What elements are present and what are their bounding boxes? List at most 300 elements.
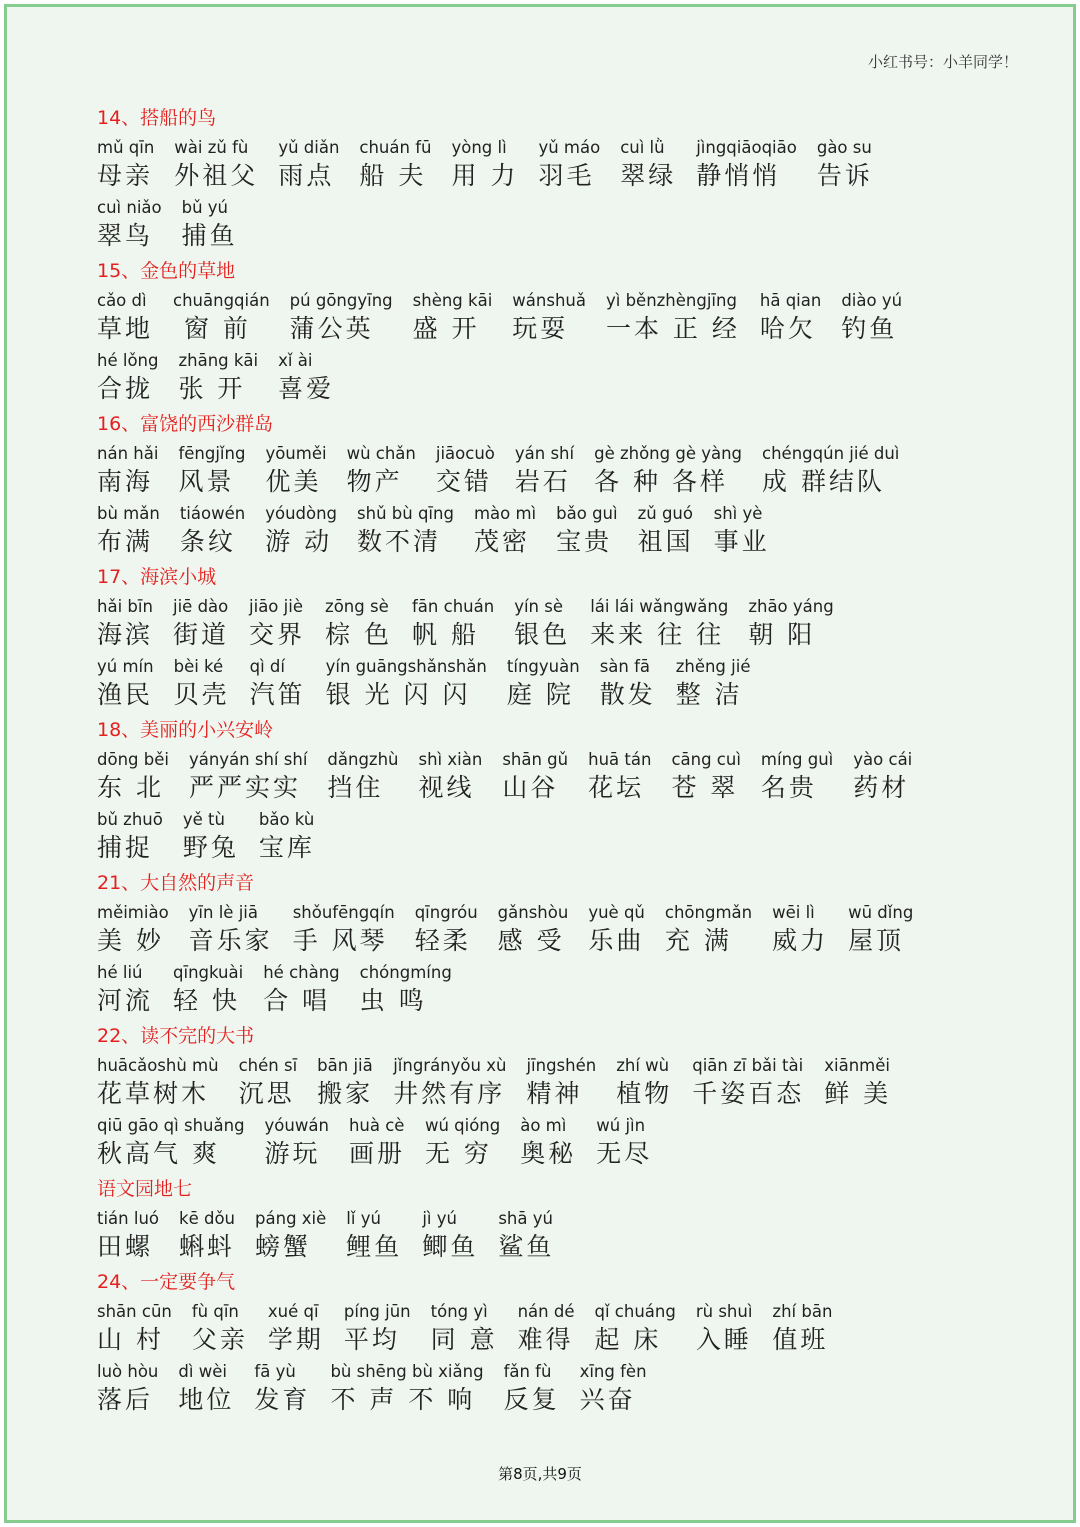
vocabulary-word [179, 1207, 235, 1263]
vocabulary-word [436, 442, 495, 498]
vocabulary-word [772, 901, 828, 957]
pinyin: jìngqiāoqiāo [696, 138, 797, 157]
lesson-section [97, 868, 1037, 1021]
pinyin: fēngjǐng [178, 444, 246, 463]
vocabulary-word [413, 289, 493, 345]
hanzi: 窗 前 [173, 314, 251, 343]
pinyin: hé lǒng [97, 351, 159, 370]
vocabulary-word [514, 595, 570, 651]
hanzi: 捕鱼 [181, 221, 238, 250]
hanzi: 发育 [254, 1385, 311, 1414]
vocabulary-word [515, 442, 574, 498]
lesson-section [97, 409, 1037, 562]
pinyin: huā tán [588, 750, 652, 769]
vocabulary-word [97, 1360, 158, 1416]
hanzi: 药材 [853, 773, 910, 802]
pinyin: lái lái wǎngwǎng [590, 597, 729, 616]
lesson-section [97, 256, 1037, 409]
pinyin: fān chuán [412, 597, 495, 616]
pinyin: rù shuì [695, 1302, 753, 1321]
pinyin: shān gǔ [502, 750, 569, 769]
pinyin: zhí bān [772, 1302, 833, 1321]
hanzi: 银 光 闪 闪 [325, 680, 471, 709]
vocabulary-word [97, 442, 158, 498]
pinyin: bān jiā [317, 1056, 373, 1075]
pinyin: wū dǐng [848, 903, 914, 922]
word-row [97, 196, 1037, 256]
hanzi: 屋顶 [848, 926, 905, 955]
hanzi: 充 满 [664, 926, 732, 955]
hanzi: 音乐家 [188, 926, 273, 955]
hanzi: 精神 [526, 1079, 583, 1108]
vocabulary-word [183, 808, 239, 864]
pinyin: xǐ ài [278, 351, 313, 370]
pinyin: huà cè [348, 1116, 405, 1135]
pinyin: yuè qǔ [588, 903, 645, 922]
vocabulary-word [762, 442, 899, 498]
pinyin: tiáowén [179, 504, 246, 523]
vocabulary-word [498, 901, 569, 957]
lesson-section [97, 1174, 1037, 1267]
word-row [97, 442, 1037, 502]
pinyin: cuì lǜ [620, 138, 665, 157]
vocabulary-word [520, 1114, 576, 1170]
vocabulary-word [538, 136, 600, 192]
vocabulary-word [97, 1300, 172, 1356]
pinyin: zōng sè [325, 597, 389, 616]
hanzi: 鲫鱼 [422, 1232, 479, 1261]
vocabulary-word [97, 1054, 219, 1110]
pinyin: shǔ bù qīng [357, 504, 454, 523]
pinyin: jiē dào [173, 597, 229, 616]
pinyin: wú qióng [424, 1116, 501, 1135]
vocabulary-word [265, 502, 337, 558]
hanzi: 布满 [97, 527, 154, 556]
hanzi: 苍 翠 [671, 773, 739, 802]
pinyin: shì yè [713, 504, 763, 523]
vocabulary-word [761, 748, 833, 804]
hanzi: 庭 院 [506, 680, 574, 709]
pinyin: jīngshén [526, 1056, 597, 1075]
pinyin: sàn fā [599, 657, 651, 676]
hanzi: 平均 [343, 1325, 400, 1354]
word-row [97, 961, 1037, 1021]
hanzi: 反复 [503, 1385, 560, 1414]
pinyin: shǒufēngqín [292, 903, 395, 922]
pinyin: bǎo guì [556, 504, 618, 523]
vocabulary-word [189, 748, 307, 804]
hanzi: 感 受 [497, 926, 565, 955]
pinyin: mǔ qīn [97, 138, 155, 157]
pinyin: dǎngzhù [327, 750, 399, 769]
pinyin: chōngmǎn [664, 903, 753, 922]
lesson-title: 语文园地七 [97, 1178, 193, 1200]
pinyin: ào mì [520, 1116, 567, 1135]
lesson-title: 22、读不完的大书 [97, 1025, 255, 1047]
lesson-title: 24、一定要争气 [97, 1271, 236, 1293]
pinyin: yányán shí shí [188, 750, 308, 769]
vocabulary-word [556, 502, 617, 558]
hanzi: 交错 [435, 467, 492, 496]
hanzi: 落后 [97, 1385, 154, 1414]
pinyin: nán hǎi [97, 444, 159, 463]
pinyin: wánshuǎ [512, 291, 586, 310]
vocabulary-word [173, 289, 270, 345]
pinyin: bù mǎn [97, 504, 160, 523]
lesson-title: 14、搭船的鸟 [97, 107, 217, 129]
vocabulary-word [259, 808, 315, 864]
hanzi: 雨点 [278, 161, 335, 190]
vocabulary-word [330, 1360, 483, 1416]
hanzi: 一本 正 经 [605, 314, 740, 343]
pinyin: měimiào [97, 903, 169, 922]
vocabulary-word [620, 136, 676, 192]
hanzi: 野兔 [182, 833, 239, 862]
vocabulary-word [594, 442, 742, 498]
vocabulary-word [293, 901, 395, 957]
vocabulary-word [250, 655, 306, 711]
vocabulary-word [696, 1300, 753, 1356]
lesson-title: 15、金色的草地 [97, 260, 236, 282]
vocabulary-word [192, 1300, 248, 1356]
vocabulary-word [594, 1300, 675, 1356]
hanzi: 河流 [97, 986, 154, 1015]
vocabulary-word [360, 961, 452, 1017]
hanzi: 游玩 [264, 1139, 321, 1168]
pinyin: wù chǎn [346, 444, 416, 463]
hanzi: 条纹 [179, 527, 236, 556]
hanzi: 羽毛 [538, 161, 595, 190]
hanzi: 捕捉 [97, 833, 154, 862]
hanzi: 散发 [599, 680, 656, 709]
vocabulary-word [451, 136, 518, 192]
hanzi: 搬家 [317, 1079, 374, 1108]
vocabulary-word [507, 655, 580, 711]
vocabulary-word [692, 1054, 804, 1110]
hanzi: 学期 [267, 1325, 324, 1354]
vocabulary-word [748, 595, 833, 651]
hanzi: 难得 [517, 1325, 574, 1354]
vocabulary-word [474, 502, 536, 558]
vocabulary-word [824, 1054, 891, 1110]
pinyin: tóng yì [430, 1302, 488, 1321]
vocabulary-word [714, 502, 770, 558]
pinyin: jǐngrányǒu xù [393, 1056, 507, 1075]
vocabulary-word [97, 748, 169, 804]
vocabulary-word [588, 748, 651, 804]
hanzi: 轻柔 [414, 926, 471, 955]
pinyin: gào su [816, 138, 872, 157]
word-row [97, 289, 1037, 349]
hanzi: 手 风琴 [292, 926, 388, 955]
vocabulary-word [415, 901, 478, 957]
vocabulary-word [173, 595, 229, 651]
hanzi: 螃蟹 [255, 1232, 312, 1261]
hanzi: 视线 [418, 773, 475, 802]
hanzi: 植物 [616, 1079, 673, 1108]
hanzi: 喜爱 [278, 374, 335, 403]
hanzi: 地位 [178, 1385, 235, 1414]
vocabulary-word [616, 1054, 672, 1110]
hanzi: 数不清 [357, 527, 442, 556]
vocabulary-word [596, 1114, 652, 1170]
hanzi: 来来 往 往 [590, 620, 725, 649]
account-header: 小红书号：小羊同学！ [867, 53, 1018, 71]
hanzi: 外祖父 [174, 161, 259, 190]
hanzi: 街道 [173, 620, 230, 649]
pinyin: hǎi bīn [97, 597, 153, 616]
vocabulary-word [425, 1114, 500, 1170]
vocabulary-word [580, 1360, 647, 1416]
hanzi: 成 群结队 [762, 467, 885, 496]
pinyin: yín guāngshǎnshǎn [325, 657, 487, 676]
pinyin: xīng fèn [579, 1362, 647, 1381]
pinyin: gè zhǒng gè yàng [594, 444, 743, 463]
pinyin: luò hòu [97, 1362, 159, 1381]
pinyin: qiān zī bǎi tài [692, 1056, 804, 1075]
vocabulary-word [278, 136, 339, 192]
pinyin: gǎnshòu [497, 903, 569, 922]
vocabulary-word [412, 595, 494, 651]
vocabulary-word [97, 1114, 245, 1170]
pinyin: cǎo dì [97, 291, 147, 310]
pinyin: zhí wù [616, 1056, 670, 1075]
vocabulary-word [498, 1207, 554, 1263]
vocabulary-word [772, 1300, 832, 1356]
vocabulary-word [290, 289, 393, 345]
hanzi: 无 穷 [424, 1139, 492, 1168]
lesson-section [97, 103, 1037, 256]
hanzi: 起 床 [594, 1325, 662, 1354]
vocabulary-word [255, 1207, 326, 1263]
vocabulary-word [97, 136, 154, 192]
hanzi: 威力 [772, 926, 829, 955]
lesson-section [97, 562, 1037, 715]
vocabulary-word [665, 901, 752, 957]
pinyin: chóngmíng [359, 963, 452, 982]
hanzi: 宝库 [258, 833, 315, 862]
pinyin: yín sè [514, 597, 563, 616]
word-row [97, 1300, 1037, 1360]
vocabulary-word [97, 961, 153, 1017]
pinyin: jiāo jiè [249, 597, 303, 616]
hanzi: 轻 快 [173, 986, 240, 1015]
vocabulary-word [180, 502, 245, 558]
vocabulary-word [853, 748, 912, 804]
lesson-section [97, 1021, 1037, 1174]
pinyin: tián luó [97, 1209, 160, 1228]
hanzi: 茂密 [473, 527, 530, 556]
vocabulary-word [182, 196, 238, 252]
vocabulary-word [265, 442, 326, 498]
pinyin: jiāocuò [435, 444, 495, 463]
vocabulary-word [359, 136, 431, 192]
hanzi: 事业 [713, 527, 770, 556]
vocabulary-word [760, 289, 821, 345]
pinyin: bǎo kù [258, 810, 315, 829]
hanzi: 翠绿 [620, 161, 677, 190]
pinyin: wú jìn [596, 1116, 646, 1135]
pinyin: chuāngqián [173, 291, 270, 310]
hanzi: 奥秘 [520, 1139, 577, 1168]
vocabulary-word [606, 289, 740, 345]
pinyin: zǔ guó [637, 504, 693, 523]
pinyin: qīngróu [414, 903, 478, 922]
pinyin: tíngyuàn [506, 657, 580, 676]
pinyin: wài zǔ fù [174, 138, 249, 157]
hanzi: 宝贵 [556, 527, 613, 556]
pinyin: píng jūn [343, 1302, 411, 1321]
lesson-title: 17、海滨小城 [97, 566, 217, 588]
hanzi: 鲤鱼 [346, 1232, 403, 1261]
hanzi: 入睡 [695, 1325, 752, 1354]
word-row [97, 901, 1037, 961]
hanzi: 父亲 [191, 1325, 248, 1354]
pinyin: hé chàng [263, 963, 340, 982]
vocabulary-word [317, 1054, 373, 1110]
pinyin: zhāng kāi [178, 351, 259, 370]
pinyin: bèi ké [173, 657, 224, 676]
hanzi: 翠鸟 [97, 221, 154, 250]
pinyin: wēi lì [772, 903, 815, 922]
hanzi: 汽笛 [249, 680, 306, 709]
hanzi: 南海 [97, 467, 154, 496]
pinyin: chén sī [238, 1056, 298, 1075]
hanzi: 草地 [97, 314, 154, 343]
pinyin: qǐ chuáng [594, 1302, 676, 1321]
hanzi: 钓鱼 [841, 314, 898, 343]
word-row [97, 808, 1037, 868]
hanzi: 船 夫 [359, 161, 427, 190]
hanzi: 张 开 [178, 374, 246, 403]
hanzi: 整 洁 [675, 680, 743, 709]
pinyin: kē dǒu [179, 1209, 235, 1228]
vocabulary-word [590, 595, 728, 651]
hanzi: 物产 [346, 467, 403, 496]
vocabulary-word [518, 1300, 575, 1356]
pinyin: fù qīn [191, 1302, 239, 1321]
page-frame [4, 4, 1076, 1523]
hanzi: 交界 [249, 620, 306, 649]
vocabulary-word [239, 1054, 298, 1110]
hanzi: 哈欠 [759, 314, 816, 343]
vocabulary-word [325, 595, 392, 651]
vocabulary-word [97, 901, 169, 957]
vocabulary-list [97, 103, 1037, 1420]
pinyin: qì dí [249, 657, 285, 676]
pinyin: yǔ máo [538, 138, 601, 157]
vocabulary-word [502, 748, 568, 804]
pinyin: yīn lè jiā [188, 903, 258, 922]
hanzi: 乐曲 [588, 926, 645, 955]
hanzi: 母亲 [97, 161, 154, 190]
pinyin: páng xiè [255, 1209, 327, 1228]
hanzi: 合拢 [97, 374, 154, 403]
hanzi: 棕 色 [325, 620, 392, 649]
word-row [97, 502, 1037, 562]
vocabulary-word [178, 442, 245, 498]
hanzi: 秋高气 爽 [97, 1139, 220, 1168]
hanzi: 优美 [265, 467, 322, 496]
vocabulary-word [97, 502, 160, 558]
vocabulary-word [265, 1114, 329, 1170]
vocabulary-word [189, 901, 273, 957]
vocabulary-word [676, 655, 751, 711]
hanzi: 虫 鸣 [359, 986, 427, 1015]
pinyin: bù shēng bù xiǎng [330, 1362, 484, 1381]
word-row [97, 1207, 1037, 1267]
lesson-title: 18、美丽的小兴安岭 [97, 719, 274, 741]
pinyin: mào mì [473, 504, 537, 523]
hanzi: 告诉 [816, 161, 873, 190]
pinyin: lǐ yú [346, 1209, 381, 1228]
hanzi: 山谷 [502, 773, 559, 802]
vocabulary-word [178, 1360, 234, 1416]
vocabulary-word [97, 196, 162, 252]
vocabulary-word [97, 289, 153, 345]
pinyin: yōuměi [265, 444, 327, 463]
vocabulary-word [97, 808, 163, 864]
pinyin: yào cái [853, 750, 913, 769]
word-row [97, 748, 1037, 808]
hanzi: 岩石 [514, 467, 571, 496]
hanzi: 鲜 美 [824, 1079, 892, 1108]
pinyin: qiū gāo qì shuǎng [97, 1116, 245, 1135]
pinyin: yòng lì [451, 138, 507, 157]
vocabulary-word [174, 655, 230, 711]
vocabulary-word [671, 748, 740, 804]
hanzi: 游 动 [265, 527, 333, 556]
hanzi: 花坛 [588, 773, 645, 802]
hanzi: 美 妙 [97, 926, 164, 955]
hanzi: 蝌蚪 [179, 1232, 236, 1261]
pinyin: dōng běi [97, 750, 169, 769]
hanzi: 沉思 [238, 1079, 295, 1108]
hanzi: 静悄悄 [696, 161, 781, 190]
hanzi: 不 声 不 响 [330, 1385, 476, 1414]
pinyin: xiānměi [824, 1056, 890, 1075]
hanzi: 风景 [178, 467, 235, 496]
hanzi: 山 村 [97, 1325, 164, 1354]
hanzi: 用 力 [451, 161, 519, 190]
vocabulary-word [431, 1300, 498, 1356]
vocabulary-word [344, 1300, 411, 1356]
pinyin: fā yù [254, 1362, 296, 1381]
pinyin: shān cūn [97, 1302, 172, 1321]
hanzi: 挡住 [327, 773, 384, 802]
pinyin: yě tù [182, 810, 225, 829]
hanzi: 兴奋 [579, 1385, 636, 1414]
pinyin: fǎn fù [503, 1362, 552, 1381]
word-row [97, 1054, 1037, 1114]
pinyin: hā qian [759, 291, 822, 310]
pinyin: yǔ diǎn [278, 138, 340, 157]
vocabulary-word [347, 442, 416, 498]
vocabulary-word [588, 901, 645, 957]
vocabulary-word [526, 1054, 596, 1110]
pinyin: shā yú [498, 1209, 553, 1228]
pinyin: yóudòng [265, 504, 338, 523]
pinyin: hé liú [97, 963, 143, 982]
vocabulary-word [97, 1207, 159, 1263]
vocabulary-word [97, 349, 158, 405]
vocabulary-word [263, 961, 339, 1017]
pinyin: zhāo yáng [748, 597, 834, 616]
pinyin: yóuwán [264, 1116, 329, 1135]
hanzi: 名贵 [760, 773, 817, 802]
vocabulary-word [841, 289, 902, 345]
vocabulary-word [327, 748, 398, 804]
